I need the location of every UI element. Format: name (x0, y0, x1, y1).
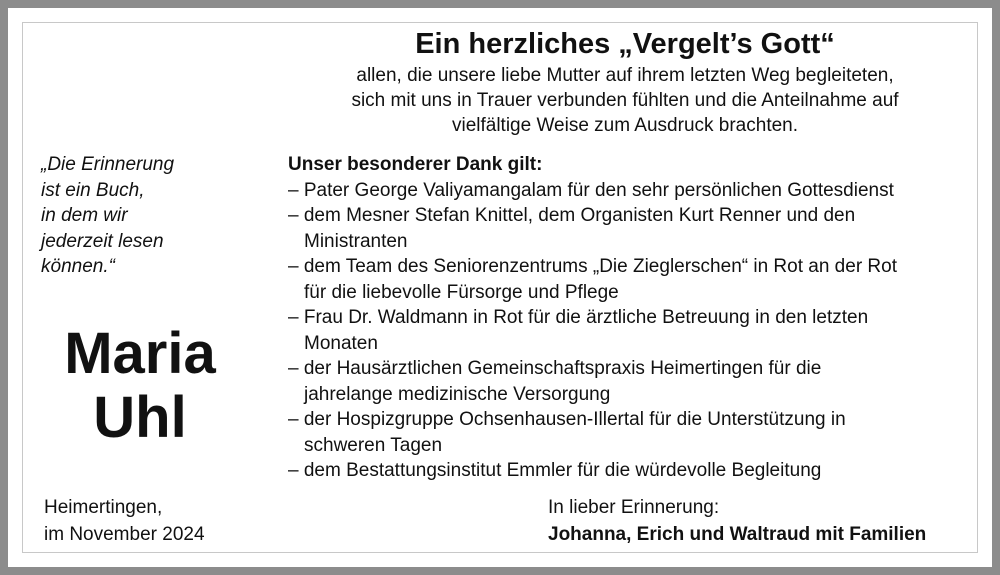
thanks-item (288, 458, 968, 484)
intro-line: allen, die unsere liebe Mutter auf ihrem letzten Weg begleiteten, (356, 65, 894, 86)
thanks-item-line: – dem Bestattungsinstitut Emmler für die würdevolle Begleitung (288, 460, 822, 481)
place-town: Heimertingen, (44, 497, 163, 518)
thanks-item-line: – Frau Dr. Waldmann in Rot für die ärztliche Betreuung in den letzten (288, 307, 869, 328)
thanks-item (288, 203, 968, 254)
thanks-item-line: jahrelange medizinische Versorgung (304, 383, 611, 405)
thanks-item-line: für die liebevolle Fürsorge und Pflege (304, 281, 619, 303)
thanks-item-line: Ministranten (304, 230, 408, 252)
thanks-section (288, 152, 968, 484)
deceased-last-name: Uhl (93, 385, 187, 450)
thanks-item (288, 356, 968, 407)
deceased-first-name: Maria (64, 321, 216, 386)
thanks-item-line: – dem Team des Seniorenzentrums „Die Zieglerschen“ in Rot an der Rot (288, 256, 897, 277)
thanks-item-line: schweren Tagen (304, 434, 443, 456)
quote-line: in dem wir (41, 205, 128, 226)
thanks-item (288, 407, 968, 458)
intro-line: vielfältige Weise zum Ausdruck brachten. (451, 115, 799, 136)
thanks-heading: Unser besonderer Dank gilt: (288, 154, 543, 175)
thanks-item-line: – Pater George Valiyamangalam für den sehr persönlichen Gottesdienst (288, 179, 894, 201)
thanks-item-line: – der Hospizgruppe Ochsenhausen-Illertal für die Unterstützung in (288, 409, 846, 430)
notice-title: Ein herzliches „Vergelt’s Gott“ (415, 28, 835, 60)
signoff-label: In lieber Erinnerung: (548, 497, 720, 518)
place-and-date (44, 494, 205, 548)
intro-line: sich mit uns in Trauer verbunden fühlten und die Anteilnahme auf (351, 90, 899, 111)
thanks-item (288, 254, 968, 305)
thanks-item-line: – dem Mesner Stefan Knittel, dem Organisten Kurt Renner und den (288, 205, 856, 226)
thanks-item (288, 305, 968, 356)
signoff-families: Johanna, Erich und Waltraud mit Familien (548, 524, 927, 545)
thanks-item-line: Monaten (304, 332, 378, 354)
thanks-item-line: – der Hausärztlichen Gemeinschaftspraxis Heimertingen für die (288, 358, 822, 379)
quote-line: „Die Erinnerung (41, 154, 175, 175)
signoff (548, 494, 926, 548)
thanks-item (288, 178, 968, 204)
quote-line: ist ein Buch, (41, 179, 145, 201)
deceased-name (20, 322, 260, 450)
quote-line: jederzeit lesen (41, 230, 164, 252)
quote-line: können.“ (41, 256, 115, 277)
memorial-quote (41, 152, 261, 280)
intro-text (290, 63, 960, 138)
thanks-list (288, 178, 968, 484)
place-date: im November 2024 (44, 524, 205, 545)
